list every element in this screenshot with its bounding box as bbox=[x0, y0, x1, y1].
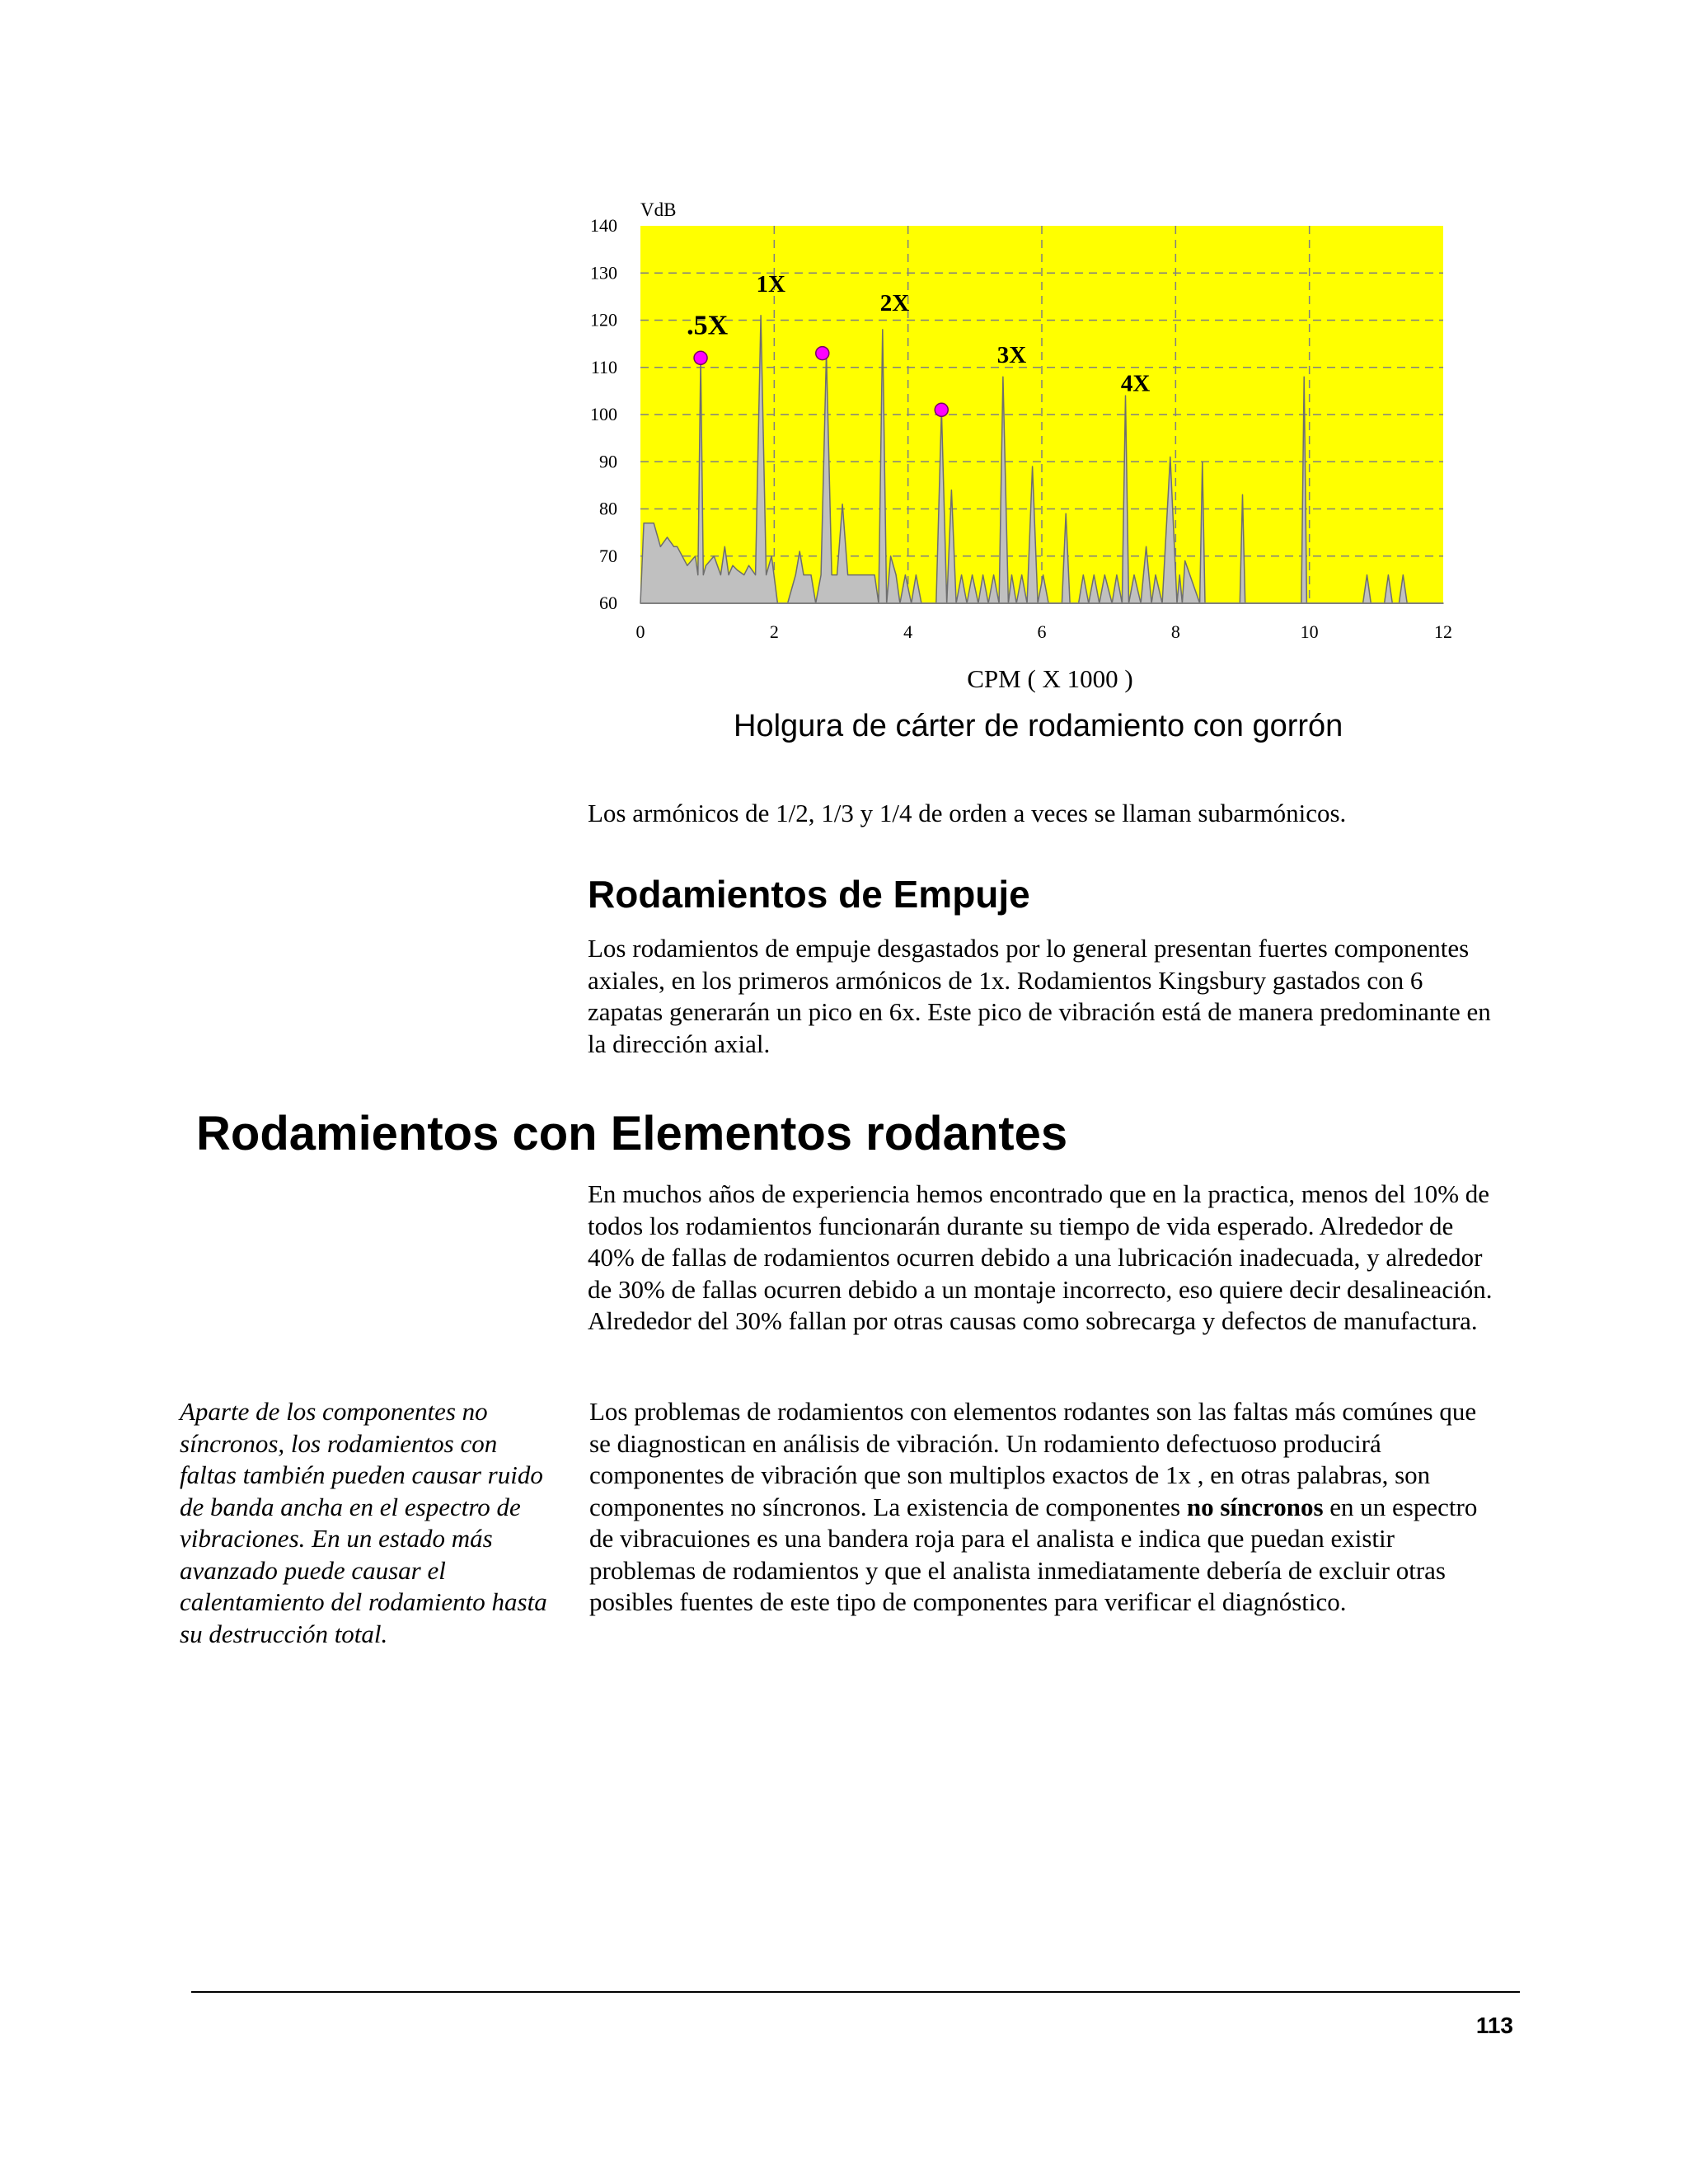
figure-caption: Holgura de cárter de rodamiento con gorrón bbox=[734, 709, 1343, 743]
peak-label: 2X bbox=[879, 290, 910, 317]
rolling-element-heading: Rodamientos con Elementos rodantes bbox=[196, 1107, 1068, 1160]
peak-label: .5X bbox=[687, 310, 729, 341]
x-tick-label: 10 bbox=[1300, 621, 1319, 642]
thrust-bearings-heading: Rodamientos de Empuje bbox=[588, 873, 1030, 916]
x-tick-label: 2 bbox=[769, 621, 779, 642]
page-number: 113 bbox=[1475, 2013, 1513, 2038]
peak-marker bbox=[816, 347, 829, 360]
y-tick-label: 130 bbox=[590, 262, 617, 284]
problems-paragraph bbox=[589, 1396, 1479, 1619]
problems-text-after: en un espectro de vibracuiones es una bandera roja para el analista e indica que puedan existir problemas de rodamientos y que el analista inmediatamente debería de excluir otras posibles fuentes de este tipo de componentes para verificar el diagnóstico. bbox=[589, 1492, 1478, 1616]
problems-text-before: Los problemas de rodamientos con elementos rodantes son las faltas más comúnes que se diagnostican en análisis de vibración. Un rodamiento defectuoso producirá componentes de vibración que son multiplos exactos de 1x , en otras palabras, son componentes no síncronos. La existencia de componentes bbox=[589, 1397, 1477, 1521]
problems-text-bold: no síncronos bbox=[1186, 1492, 1324, 1521]
y-tick-label: 140 bbox=[590, 215, 617, 236]
spectrum-chart bbox=[577, 196, 1533, 707]
footer-rule bbox=[191, 1991, 1520, 1993]
x-axis-ticks bbox=[636, 621, 1453, 642]
peak-label: 3X bbox=[996, 342, 1027, 369]
x-tick-label: 0 bbox=[635, 621, 645, 642]
x-tick-label: 6 bbox=[1037, 621, 1047, 642]
peak-marker bbox=[935, 403, 948, 416]
y-tick-label: 120 bbox=[590, 309, 617, 330]
y-tick-label: 100 bbox=[590, 404, 617, 424]
y-tick-label: 90 bbox=[599, 451, 617, 472]
peak-label: 1X bbox=[756, 271, 786, 298]
experience-paragraph: En muchos años de experiencia hemos encontrado que en la practica, menos del 10% de todos los rodamientos funcionarán durante su tiempo de vida esperado. Alrededor de 40% de fallas de rodamientos ocurren debido a una lubricación inadecuada, y alrededor de 30% de fallas ocurren debido a un montaje incorrecto, eso quiere decir desalineación. Alrededor del 30% fallan por otras causas como sobrecarga y defectos de manufactura. bbox=[588, 1179, 1493, 1335]
peak-label: 4X bbox=[1120, 370, 1151, 397]
y-axis-label: VdB bbox=[640, 199, 677, 220]
peak-marker bbox=[694, 351, 707, 364]
sidenote: Aparte de los componentes no síncronos, los rodamientos con faltas también pueden causar ruido de banda ancha en el espectro de vibraciones. En un estado más avanzado puede causar el calentamiento del rodamiento hasta su destrucción total. bbox=[180, 1397, 547, 1648]
x-tick-label: 12 bbox=[1434, 621, 1452, 642]
y-tick-label: 110 bbox=[590, 356, 617, 377]
subharmonics-note: Los armónicos de 1/2, 1/3 y 1/4 de orden a veces se llaman subarmónicos. bbox=[588, 799, 1347, 827]
y-tick-label: 60 bbox=[599, 593, 617, 613]
x-axis-label: CPM ( X 1000 ) bbox=[967, 664, 1133, 693]
x-tick-label: 8 bbox=[1170, 621, 1180, 642]
y-tick-label: 70 bbox=[599, 545, 617, 566]
y-axis-ticks bbox=[590, 215, 617, 613]
y-tick-label: 80 bbox=[599, 498, 617, 519]
x-tick-label: 4 bbox=[903, 621, 913, 642]
thrust-bearings-paragraph: Los rodamientos de empuje desgastados por lo general presentan fuertes componentes axiales, en los primeros armónicos de 1x. Rodamientos Kingsbury gastados con 6 zapatas generarán un pico en 6x. Este pico de vibración está de manera predominante en la dirección axial. bbox=[588, 934, 1491, 1058]
